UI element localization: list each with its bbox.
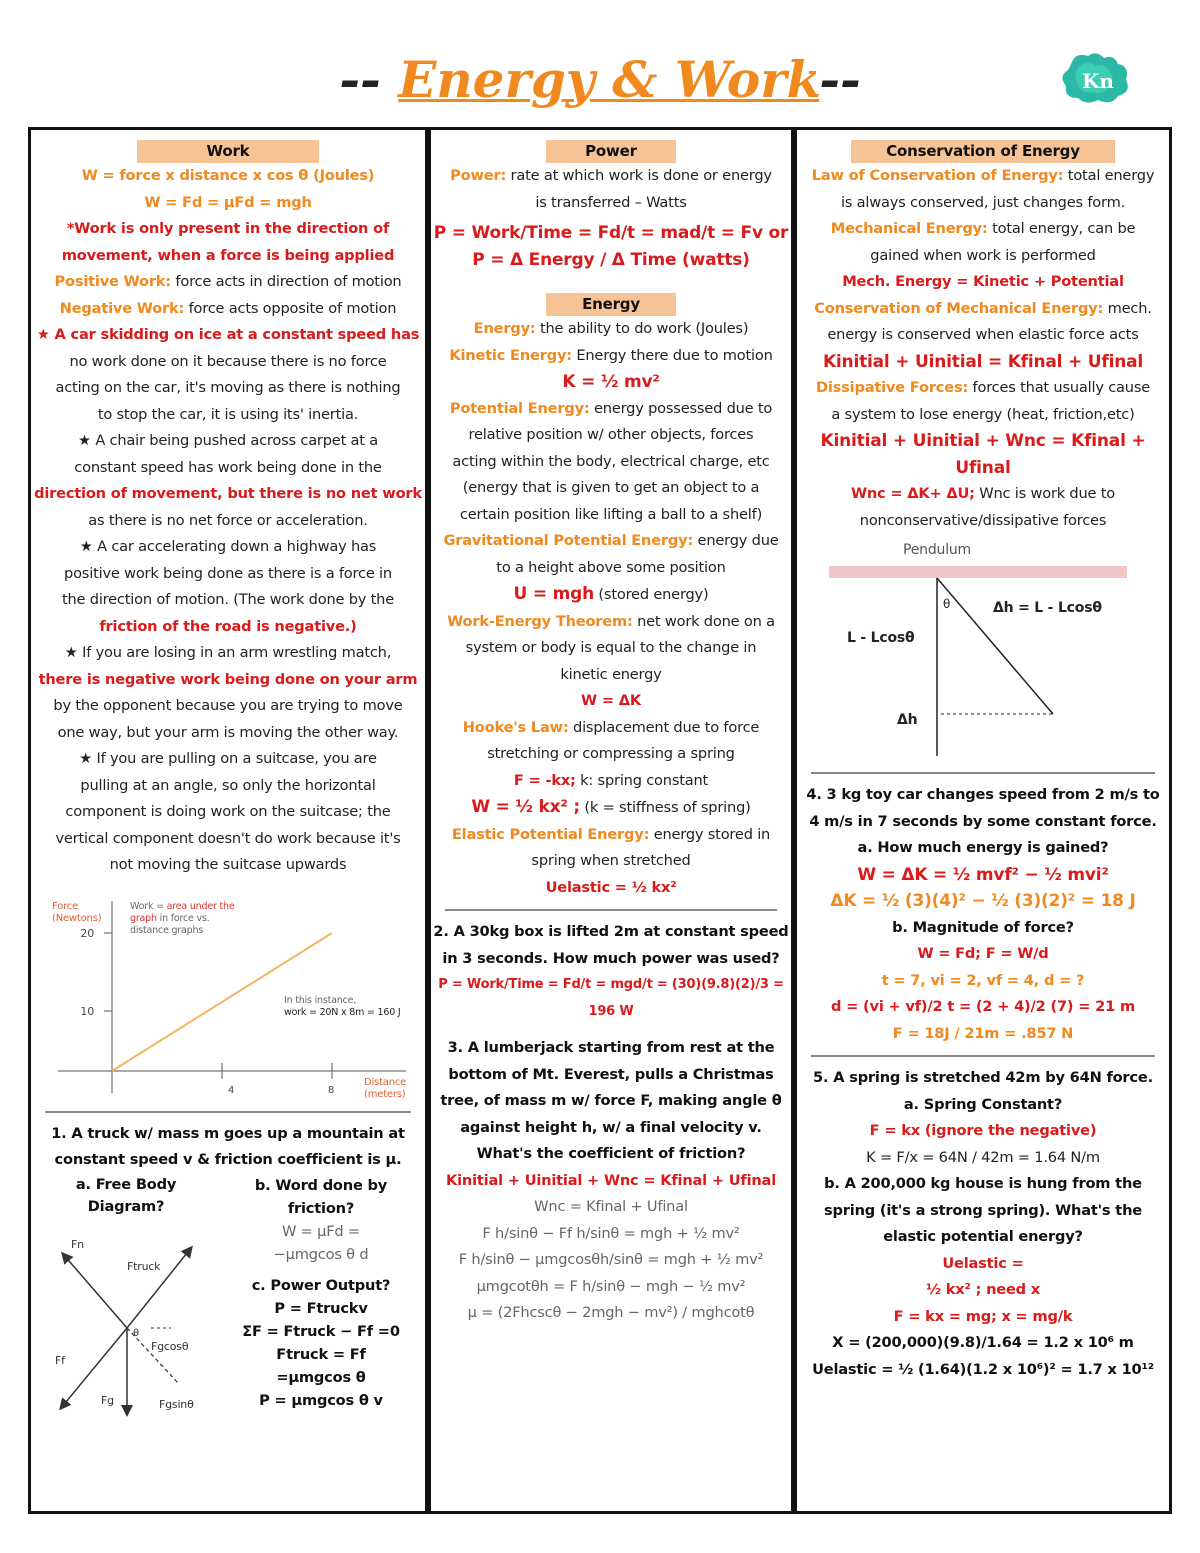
graph-xtick-4: 4: [228, 1084, 235, 1096]
svg-text:Ftruck: Ftruck: [127, 1259, 161, 1273]
work-text-line: component is doing work on the suitcase; the: [65, 803, 391, 820]
svg-text:work = 20N x 8m = 160 J: work = 20N x 8m = 160 J: [284, 1006, 401, 1018]
divider: [45, 1111, 411, 1113]
svg-text:Pendulum: Pendulum: [903, 542, 971, 558]
force-distance-graph: [38, 893, 418, 1103]
work-text-line: ★ A car accelerating down a highway has: [79, 538, 377, 555]
title-dash-left: --: [339, 50, 399, 109]
svg-text:Δh: Δh: [897, 712, 918, 728]
svg-text:θ: θ: [133, 1327, 139, 1339]
svg-text:graph in force vs.: graph in force vs.: [130, 912, 210, 924]
work-text-line: constant speed has work being done in the: [74, 458, 382, 476]
graph-ylabel-2: (Newtons): [52, 912, 102, 924]
problem-5: 5. A spring is stretched 42m by 64N force. a. Spring Constant? F = kx (ignore the negative) K = F/x = 64N / 42m = 1.64 N/m b. A 200,000 kg house is hung from the spring (it's a strong spring). What's the elastic potential energy? Uelastic = ½ kx² ; need x F = kx = mg; x = mg/k X = (200,000)(9.8)/1.64 = 1.2 x 10⁶ m Uelastic = ½ (1.64)(1.2 x 10⁶)² = 1.7 x 10¹²: [812, 1069, 1154, 1378]
graph-xlabel-2: (meters): [364, 1088, 406, 1100]
work-text-line: not moving the suitcase upwards: [109, 856, 347, 873]
work-header: Work: [137, 140, 319, 163]
work-text-line: no work done on it because there is no force: [69, 352, 387, 370]
svg-text:Fgcosθ: Fgcosθ: [151, 1339, 189, 1353]
svg-text:Δh = L - Lcosθ: Δh = L - Lcosθ: [993, 600, 1102, 616]
svg-text:distance graphs: distance graphs: [130, 924, 204, 936]
work-text-line: positive work being done as there is a force in: [64, 564, 392, 582]
work-text-line: by the opponent because you are trying to move: [53, 697, 403, 714]
divider: [445, 909, 777, 911]
graph-xlabel-1: Distance: [364, 1076, 407, 1088]
title-main: Energy & Work: [398, 50, 820, 109]
energy-header: Energy: [546, 293, 676, 316]
problem-2: 2. A 30kg box is lifted 2m at constant speed in 3 seconds. How much power was used? P = Work/Time = Fd/t = mgd/t = (30)(9.8)(2)/3 = 196 W: [433, 923, 789, 1019]
work-text-line: vertical component doesn't do work because it's: [55, 829, 401, 847]
work-text-line: as there is no net force or acceleration.: [88, 511, 368, 529]
problem-1: 1. A truck w/ mass m goes up a mountain at constant speed v & friction coefficient is μ. a. Free Body Diagram? Fn Ftruck Ff Fg Fgcosθ Fgsinθ θ b. Word done by friction? W = μFd = −μmgcos θ d c. Power Output? P = Ftruckv ΣF = Ftruck − Ff =0 Ftruck = Ff =μmgcos θ P = μmgcos θ v: [31, 1121, 425, 1444]
work-text-line: friction of the road is negative.): [99, 617, 357, 635]
svg-text:Fg: Fg: [101, 1393, 114, 1407]
svg-text:In this instance,: In this instance,: [284, 994, 357, 1006]
svg-text:Fn: Fn: [71, 1237, 84, 1251]
work-column: [28, 127, 428, 1514]
work-text-line: one way, but your arm is moving the other way.: [57, 723, 399, 741]
work-text-line: *Work is only present in the direction of: [66, 220, 390, 237]
work-text-line: to stop the car, it is using its' inertia.: [97, 405, 359, 423]
power-energy-column: Power Power: rate at which work is done or energy is transferred – Watts P = Work/Time = Fd/t = mad/t = Fv or P = Δ Energy / Δ Time (watts) Energy Energy: the ability to do work (Joules) Kinetic Energy: Energy there due to motion K = ½ mv² Potential Energy: energy possessed due to relative position w/ other objects, forces acting within the body, electrical charge, etc (energy that is given to get an object to a certain position like lifting a ball to a shelf) Gravitational Potential Energy: energy due to a height above some position U = mgh (stored energy) Work-Energy Theorem: net work done on a system or body is equal to the change in kinetic energy W = ΔK Hooke's Law: displacement due to force stretching or compressing a spring F = -kx; k: spring constant W = ½ kx² ; (k = stiffness of spring) Elastic Potential Energy: energy stored in spring when stretched Uelastic = ½ kx² 2. A 30kg box is lifted 2m at constant speed in 3 seconds. How much power was used? P = Work/Time = Fd/t = mgd/t = (30)(9.8)(2)/3 = 196 W 3. A lumberjack starting from rest at the bottom of Mt. Everest, pulls a Christmas tree, of mass m w/ force F, making angle θ against height h, w/ a final velocity v. What's the coefficient of friction? Kinitial + Uinitial + Wnc = Kfinal + Ufinal Wnc = Kfinal + Ufinal F h/sinθ − Ff h/sinθ = mgh + ½ mv² F h/sinθ − μmgcosθh/sinθ = mgh + ½ mv² μmgcotθh = F h/sinθ − mgh − ½ mv² μ = (2Fhcscθ − 2mgh − mv²) / mghcotθ: [428, 127, 794, 1514]
work-text-line: W = force x distance x cos θ (Joules): [81, 167, 375, 184]
problem-3: 3. A lumberjack starting from rest at the bottom of Mt. Everest, pulls a Christmas tree, of mass m w/ force F, making angle θ against height h, w/ a final velocity v. What's the coefficient of friction? Kinitial + Uinitial + Wnc = Kfinal + Ufinal Wnc = Kfinal + Ufinal F h/sinθ − Ff h/sinθ = mgh + ½ mv² F h/sinθ − μmgcosθh/sinθ = mgh + ½ mv² μmgcotθh = F h/sinθ − mgh − ½ mv² μ = (2Fhcscθ − 2mgh − mv²) / mghcotθ: [440, 1039, 782, 1321]
conservation-column: Conservation of Energy Law of Conservation of Energy: total energy is always conserved, just changes form. Mechanical Energy: total energy, can be gained when work is performed Mech. Energy = Kinetic + Potential Conservation of Mechanical Energy: mech. energy is conserved when elastic force acts Kinitial + Uinitial = Kfinal + Ufinal Dissipative Forces: forces that usually cause a system to lose energy (heat, friction,etc) Kinitial + Uinitial + Wnc = Kfinal + Ufinal Wnc = ΔK+ ΔU; Wnc is work due to nonconservative/dissipative forces Pendulum θ Δh = L - Lcosθ L - Lcosθ Δh 4. 3 kg toy car changes speed from 2 m/s to 4 m/s in 7 seconds by some constant force. a. How much energy is gained? W = ΔK = ½ mvf² − ½ mvi² ΔK = ½ (3)(4)² − ½ (3)(2)² = 18 J b. Magnitude of force? W = Fd; F = W/d t = 7, vi = 2, vf = 4, d = ? d = (vi + vf)/2 t = (2 + 4)/2 (7) = 21 m F = 18J / 21m = .857 N 5. A spring is stretched 42m by 64N force. a. Spring Constant? F = kx (ignore the negative) K = F/x = 64N / 42m = 1.64 N/m b. A 200,000 kg house is hung from the spring (it's a strong spring). What's the elastic potential energy? Uelastic = ½ kx² ; need x F = kx = mg; x = mg/k X = (200,000)(9.8)/1.64 = 1.2 x 10⁶ m Uelastic = ½ (1.64)(1.2 x 10⁶)² = 1.7 x 10¹²: [794, 127, 1172, 1514]
conservation-header: Conservation of Energy: [851, 140, 1115, 163]
work-text-block: [31, 163, 425, 879]
work-text-line: ★ A chair being pushed across carpet at a: [78, 432, 378, 449]
work-text-line: ★ A car skidding on ice at a constant speed has: [36, 326, 420, 343]
divider: [811, 772, 1155, 774]
graph-ytick-10: 10: [80, 1004, 94, 1018]
work-text-line: ★ If you are pulling on a suitcase, you are: [79, 750, 377, 767]
graph-ylabel-1: Force: [52, 900, 79, 912]
svg-text:Work = area under the: Work = area under the: [130, 900, 235, 912]
work-text-line: W = Fd = μFd = mgh: [144, 193, 312, 211]
work-text-line: ★ If you are losing in an arm wrestling match,: [64, 644, 392, 661]
work-text-line: acting on the car, it's moving as there is nothing: [55, 379, 401, 396]
pendulum-diagram: [803, 534, 1163, 764]
page-title: [0, 50, 1200, 109]
work-text-line: pulling at an angle, so only the horizontal: [80, 776, 376, 794]
svg-text:L - Lcosθ: L - Lcosθ: [847, 630, 915, 646]
work-text-line: movement, when a force is being applied: [61, 246, 395, 264]
work-text-line: there is negative work being done on your arm: [38, 670, 418, 688]
svg-text:Ff: Ff: [55, 1353, 65, 1367]
svg-text:Kn: Kn: [1082, 69, 1114, 93]
problem-4: 4. 3 kg toy car changes speed from 2 m/s to 4 m/s in 7 seconds by some constant force. a. How much energy is gained? W = ΔK = ½ mvf² − ½ mvi² ΔK = ½ (3)(4)² − ½ (3)(2)² = 18 J b. Magnitude of force? W = Fd; F = W/d t = 7, vi = 2, vf = 4, d = ? d = (vi + vf)/2 t = (2 + 4)/2 (7) = 21 m F = 18J / 21m = .857 N: [806, 786, 1160, 1042]
puzzle-logo-icon: [1058, 52, 1134, 106]
divider: [811, 1055, 1155, 1057]
free-body-diagram: [31, 1218, 221, 1418]
svg-text:Fgsinθ: Fgsinθ: [159, 1397, 194, 1411]
graph-ytick-20: 20: [80, 926, 94, 940]
power-header: Power: [546, 140, 676, 163]
work-text-line: Positive Work: force acts in direction of motion: [54, 273, 402, 290]
svg-text:θ: θ: [943, 597, 951, 611]
work-text-line: direction of movement, but there is no net work: [34, 485, 422, 502]
graph-xtick-8: 8: [328, 1084, 335, 1096]
work-text-line: the direction of motion. (The work done by the: [61, 591, 395, 608]
work-text-line: Negative Work: force acts opposite of motion: [59, 299, 397, 317]
title-dash-right: --: [819, 50, 861, 109]
